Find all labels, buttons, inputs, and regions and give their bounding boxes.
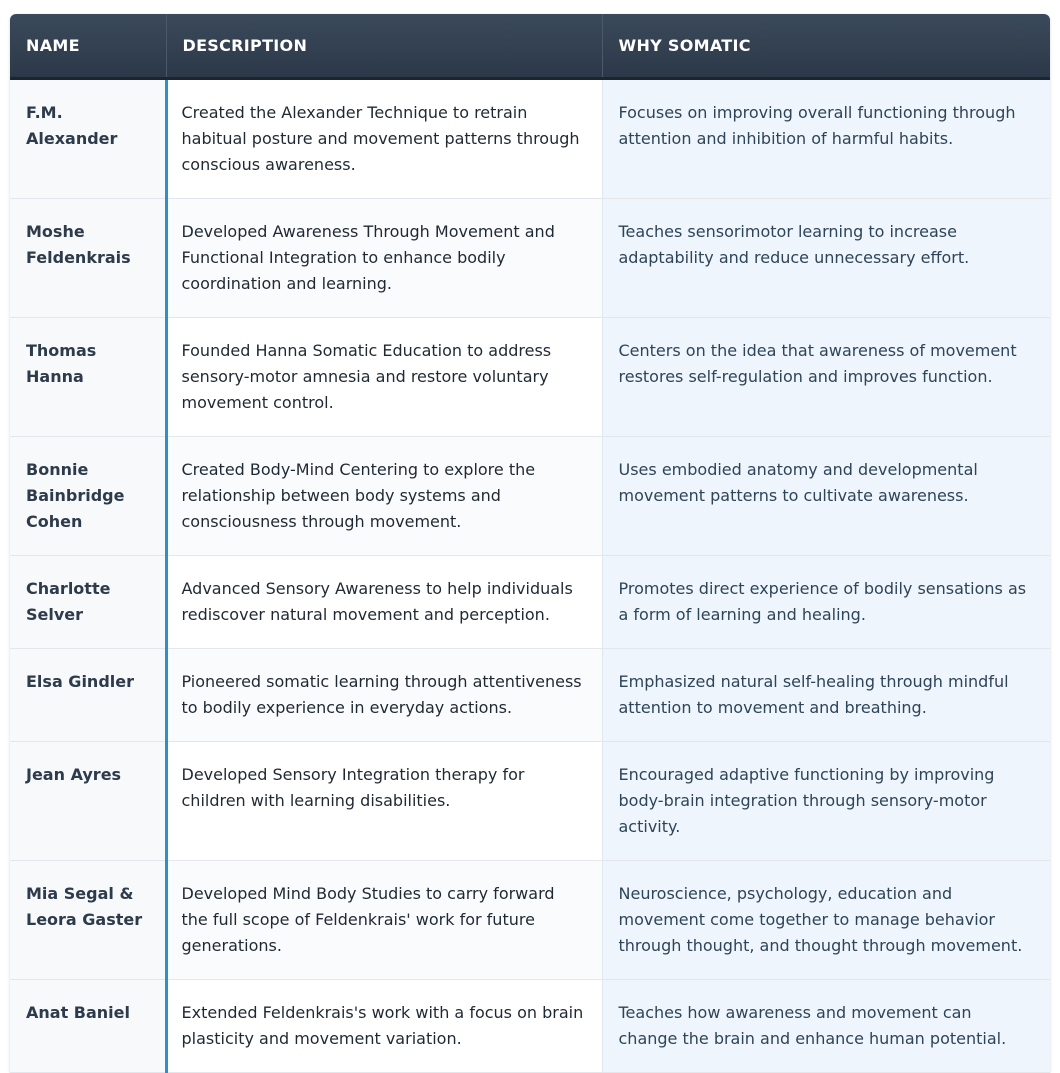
- column-header-description: DESCRIPTION: [166, 14, 602, 78]
- cell-why-somatic: Neuroscience, psychology, education and movement come together to manage behavior through thought, and thought through movement.: [602, 860, 1050, 979]
- cell-name: Moshe Feldenkrais: [10, 198, 166, 317]
- cell-name: Thomas Hanna: [10, 317, 166, 436]
- cell-description: Founded Hanna Somatic Education to address sensory-motor amnesia and restore voluntary movement control.: [166, 317, 602, 436]
- table-row: [10, 198, 1050, 317]
- table-row: [10, 317, 1050, 436]
- cell-description: Developed Awareness Through Movement and Functional Integration to enhance bodily coordination and learning.: [166, 198, 602, 317]
- cell-why-somatic: Centers on the idea that awareness of movement restores self-regulation and improves function.: [602, 317, 1050, 436]
- column-header-name: NAME: [10, 14, 166, 78]
- cell-why-somatic: Teaches how awareness and movement can change the brain and enhance human potential.: [602, 979, 1050, 1072]
- cell-name: Charlotte Selver: [10, 555, 166, 648]
- table-row: [10, 555, 1050, 648]
- cell-name: Jean Ayres: [10, 741, 166, 860]
- cell-why-somatic: Focuses on improving overall functioning through attention and inhibition of harmful habits.: [602, 78, 1050, 198]
- cell-description: Advanced Sensory Awareness to help individuals rediscover natural movement and perception.: [166, 555, 602, 648]
- cell-name: Anat Baniel: [10, 979, 166, 1072]
- table-row: [10, 979, 1050, 1072]
- cell-why-somatic: Uses embodied anatomy and developmental movement patterns to cultivate awareness.: [602, 436, 1050, 555]
- table-row: [10, 860, 1050, 979]
- cell-name: Mia Segal & Leora Gaster: [10, 860, 166, 979]
- column-header-why-somatic: WHY SOMATIC: [602, 14, 1050, 78]
- cell-description: Extended Feldenkrais's work with a focus on brain plasticity and movement variation.: [166, 979, 602, 1072]
- cell-description: Created the Alexander Technique to retrain habitual posture and movement patterns through conscious awareness.: [166, 78, 602, 198]
- cell-why-somatic: Promotes direct experience of bodily sensations as a form of learning and healing.: [602, 555, 1050, 648]
- table-header: [10, 14, 1050, 78]
- cell-name: F.M. Alexander: [10, 78, 166, 198]
- table-row: [10, 741, 1050, 860]
- somatic-pioneers-table-container: [10, 14, 1050, 1073]
- cell-description: Developed Mind Body Studies to carry forward the full scope of Feldenkrais' work for future generations.: [166, 860, 602, 979]
- cell-description: Pioneered somatic learning through attentiveness to bodily experience in everyday actions.: [166, 648, 602, 741]
- table-row: [10, 78, 1050, 198]
- table-row: [10, 436, 1050, 555]
- cell-description: Created Body-Mind Centering to explore the relationship between body systems and consciousness through movement.: [166, 436, 602, 555]
- table-row: [10, 648, 1050, 741]
- cell-description: Developed Sensory Integration therapy for children with learning disabilities.: [166, 741, 602, 860]
- header-row: [10, 14, 1050, 78]
- table-body: [10, 78, 1050, 1072]
- cell-why-somatic: Encouraged adaptive functioning by improving body-brain integration through sensory-motor activity.: [602, 741, 1050, 860]
- cell-why-somatic: Emphasized natural self-healing through mindful attention to movement and breathing.: [602, 648, 1050, 741]
- cell-why-somatic: Teaches sensorimotor learning to increase adaptability and reduce unnecessary effort.: [602, 198, 1050, 317]
- cell-name: Bonnie Bainbridge Cohen: [10, 436, 166, 555]
- cell-name: Elsa Gindler: [10, 648, 166, 741]
- somatic-pioneers-table: [10, 14, 1050, 1073]
